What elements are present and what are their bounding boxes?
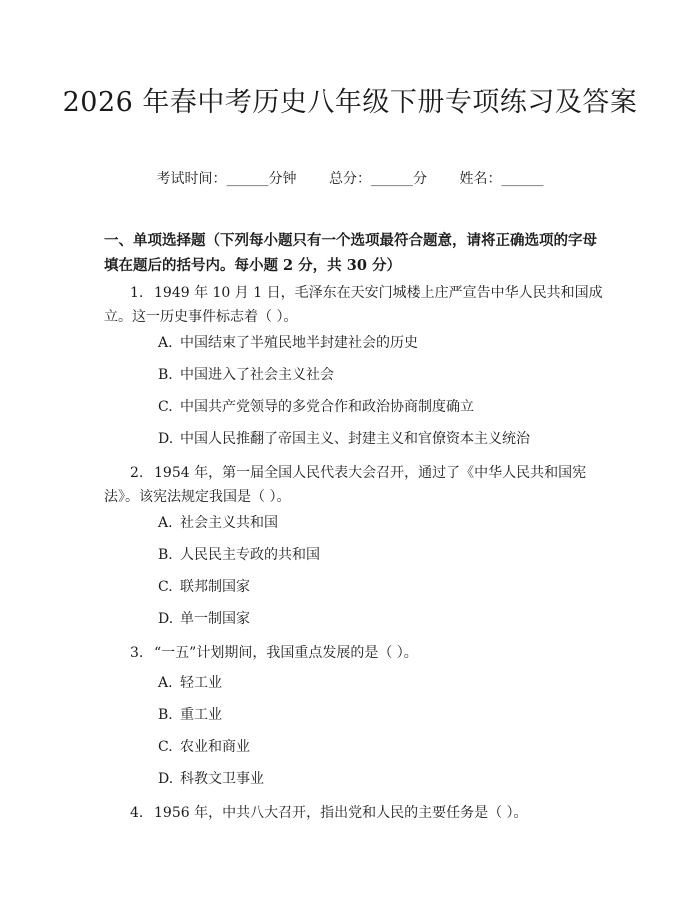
option-2b [158,545,320,565]
section-heading: 一、单项选择题（下列每小题只有一个选项最符合题意，请将正确选项的字母填在题后的括号内。每小题 2 分，共 30 分） [104,232,597,274]
option-1b [158,365,334,385]
option-1c [158,397,474,417]
option-2d [158,609,250,629]
option-3d [158,769,264,789]
option-3a [158,673,222,693]
option-letter: C. [158,399,173,415]
option-2c [158,577,250,597]
option-letter: A. [158,675,173,691]
option-letter: B. [158,547,173,563]
option-text: 人民民主专政的共和国 [180,547,320,563]
option-letter: A. [158,515,173,531]
question-3 [104,641,604,665]
exam-time-field: 考试时间：______分钟 [156,171,297,187]
name-field: 姓名：______ [459,171,544,187]
question-number: 3. [130,645,144,661]
option-letter: C. [158,579,173,595]
page-title: 2026 年春中考历史八年级下册专项练习及答案 [62,87,638,118]
option-text: 中国共产党领导的多党合作和政治协商制度确立 [180,399,474,415]
option-letter: B. [158,707,173,723]
option-letter: D. [158,611,174,627]
question-number: 2. [130,465,144,481]
question-stem: 1954 年，第一届全国人民代表大会召开，通过了《中华人民共和国宪法》。该宪法规定我国是（ ）。 [104,465,587,505]
option-letter: B. [158,367,173,383]
option-text: 社会主义共和国 [180,515,278,531]
question-number: 1. [130,285,144,301]
option-1a [158,333,418,353]
exam-meta [0,168,700,188]
option-text: 联邦制国家 [180,579,250,595]
option-text: 中国进入了社会主义社会 [180,367,334,383]
option-text: 科教文卫事业 [180,771,264,787]
option-letter: A. [158,335,173,351]
option-text: 单一制国家 [180,611,250,627]
question-number: 4. [130,805,144,821]
option-text: 重工业 [180,707,222,723]
option-2a [158,513,278,533]
question-4 [104,801,604,825]
question-2 [104,461,604,509]
option-text: 中国人民推翻了帝国主义、封建主义和官僚资本主义统治 [180,431,530,447]
option-text: 轻工业 [180,675,222,691]
option-letter: D. [158,771,174,787]
question-stem: 1949 年 10 月 1 日，毛泽东在天安门城楼上庄严宣告中华人民共和国成立。这一历史事件标志着（ ）。 [104,285,603,325]
option-text: 农业和商业 [180,739,250,755]
option-3c [158,737,250,757]
option-1d [158,429,530,449]
option-text: 中国结束了半殖民地半封建社会的历史 [180,335,418,351]
question-1 [104,281,604,329]
option-letter: C. [158,739,173,755]
total-score-field: 总分：______分 [329,171,427,187]
question-stem: 1956 年，中共八大召开，指出党和人民的主要任务是（ ）。 [154,805,528,821]
option-letter: D. [158,431,174,447]
option-3b [158,705,222,725]
question-stem: “一五”计划期间，我国重点发展的是（ ）。 [154,645,418,661]
